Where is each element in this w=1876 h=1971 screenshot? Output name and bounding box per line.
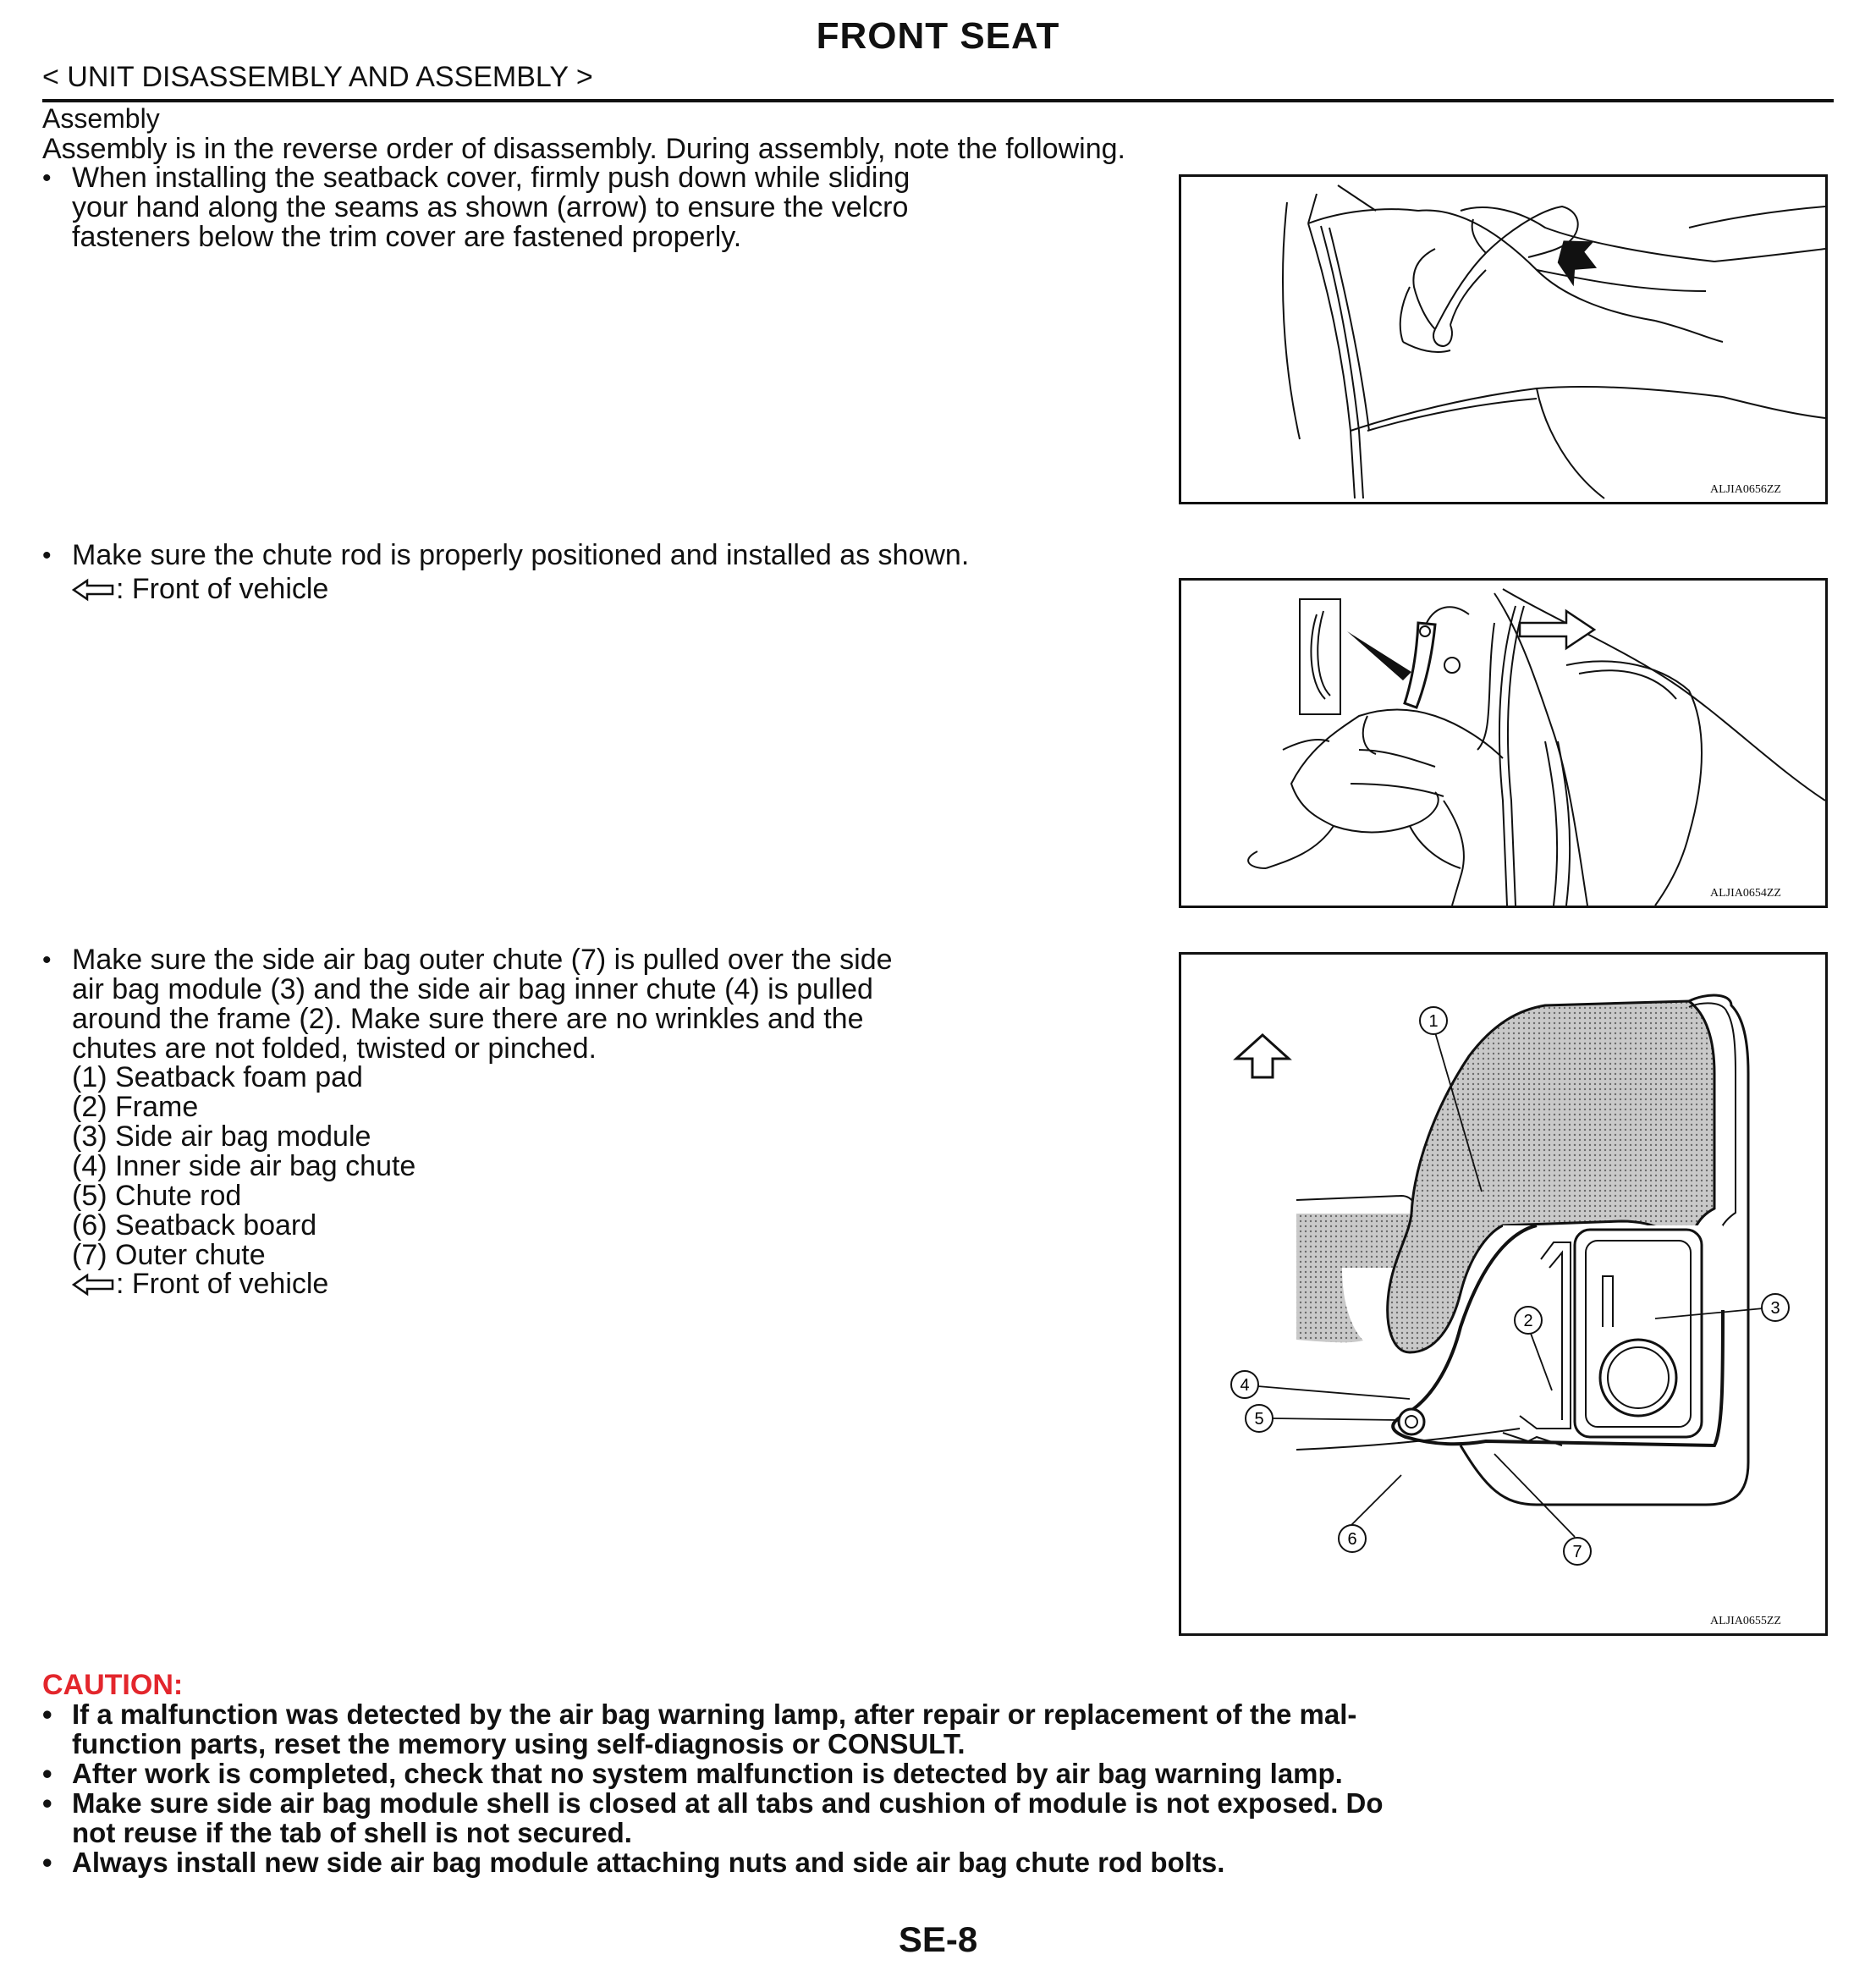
part-item: (4) Inner side air bag chute: [72, 1150, 416, 1182]
callout-3: [1762, 1294, 1789, 1321]
figure-seatback-cover: [1179, 174, 1828, 504]
svg-text:7: 7: [1572, 1543, 1582, 1561]
part-item: (2) Frame: [72, 1091, 199, 1123]
chute-rod-illustration: [1181, 581, 1825, 906]
figure-chute-rod: [1179, 578, 1828, 908]
svg-text:5: 5: [1254, 1410, 1264, 1429]
assembly-heading: Assembly: [42, 103, 160, 134]
page-title: FRONT SEAT: [816, 15, 1060, 57]
callout-6: [1339, 1525, 1366, 1552]
step3-legend: : Front of vehicle: [72, 1269, 328, 1299]
header-rule: [42, 99, 1834, 102]
seatback-hand-illustration: [1181, 177, 1825, 502]
part-item: (3) Side air bag module: [72, 1120, 371, 1153]
callout-2: [1515, 1307, 1542, 1334]
part-item: (5) Chute rod: [72, 1180, 242, 1212]
front-arrow-icon: [72, 1273, 116, 1297]
step1-text: When installing the seatback cover, firmly push down while sliding your hand along the seams as shown (arrow) to ensure the velcro fasteners below the trim cover are fastened properly.: [72, 162, 910, 253]
step2-text: Make sure the chute rod is properly positioned and installed as shown.: [72, 539, 970, 571]
part-item: (1) Seatback foam pad: [72, 1061, 363, 1093]
parts-list: [72, 1063, 415, 1270]
figure-id: ALJIA0654ZZ: [1710, 887, 1781, 900]
airbag-chute-diagram: [1181, 955, 1825, 1633]
figure-id: ALJIA0655ZZ: [1710, 1615, 1781, 1627]
caution-list: [42, 1699, 1834, 1877]
part-item: (7) Outer chute: [72, 1239, 266, 1271]
bullet-icon: •: [42, 946, 52, 974]
bullet-icon: •: [42, 542, 52, 570]
svg-text:3: 3: [1770, 1299, 1780, 1318]
caution-item: • If a malfunction was detected by the air bag warning lamp, after repair or replacement of the mal- function parts, reset the memory using self-diagnosis or CONSULT.: [42, 1698, 1357, 1759]
svg-text:6: 6: [1347, 1530, 1357, 1549]
callout-5: [1246, 1405, 1273, 1432]
page-number: SE-8: [898, 1919, 978, 1959]
section-title: < UNIT DISASSEMBLY AND ASSEMBLY >: [42, 61, 593, 93]
svg-text:1: 1: [1428, 1012, 1439, 1031]
svg-text:4: 4: [1240, 1376, 1250, 1395]
caution-item: • Make sure side air bag module shell is closed at all tabs and cushion of module is not exposed. Do not reuse if the tab of shell is not secured.: [42, 1787, 1384, 1848]
callout-4: [1231, 1371, 1258, 1398]
bullet-icon: •: [42, 1698, 52, 1730]
front-arrow-icon: [72, 578, 116, 602]
step2-legend: : Front of vehicle: [72, 575, 328, 604]
assembly-intro: Assembly is in the reverse order of disassembly. During assembly, note the following.: [42, 133, 1125, 165]
bullet-icon: •: [42, 1847, 52, 1878]
caution-item: • Always install new side air bag module attaching nuts and side air bag chute rod bolts.: [42, 1847, 1225, 1878]
part-item: (6) Seatback board: [72, 1209, 317, 1242]
figure-id: ALJIA0656ZZ: [1710, 483, 1781, 496]
svg-text:2: 2: [1523, 1312, 1533, 1330]
caution-heading: CAUTION:: [42, 1669, 184, 1701]
callout-1: [1420, 1007, 1447, 1034]
bullet-icon: •: [42, 1758, 52, 1789]
bullet-icon: •: [42, 164, 52, 192]
bullet-icon: •: [42, 1787, 52, 1819]
callout-7: [1564, 1538, 1591, 1565]
figure-airbag-chute: [1179, 952, 1828, 1636]
caution-item: • After work is completed, check that no system malfunction is detected by air bag warning lamp.: [42, 1758, 1343, 1789]
step3-text: Make sure the side air bag outer chute (7) is pulled over the side air bag module (3) and the side air bag inner chute (4) is pulled around the frame (2). Make sure there are no wrinkles and the chutes are not folded, twisted or pinched.: [72, 944, 893, 1065]
